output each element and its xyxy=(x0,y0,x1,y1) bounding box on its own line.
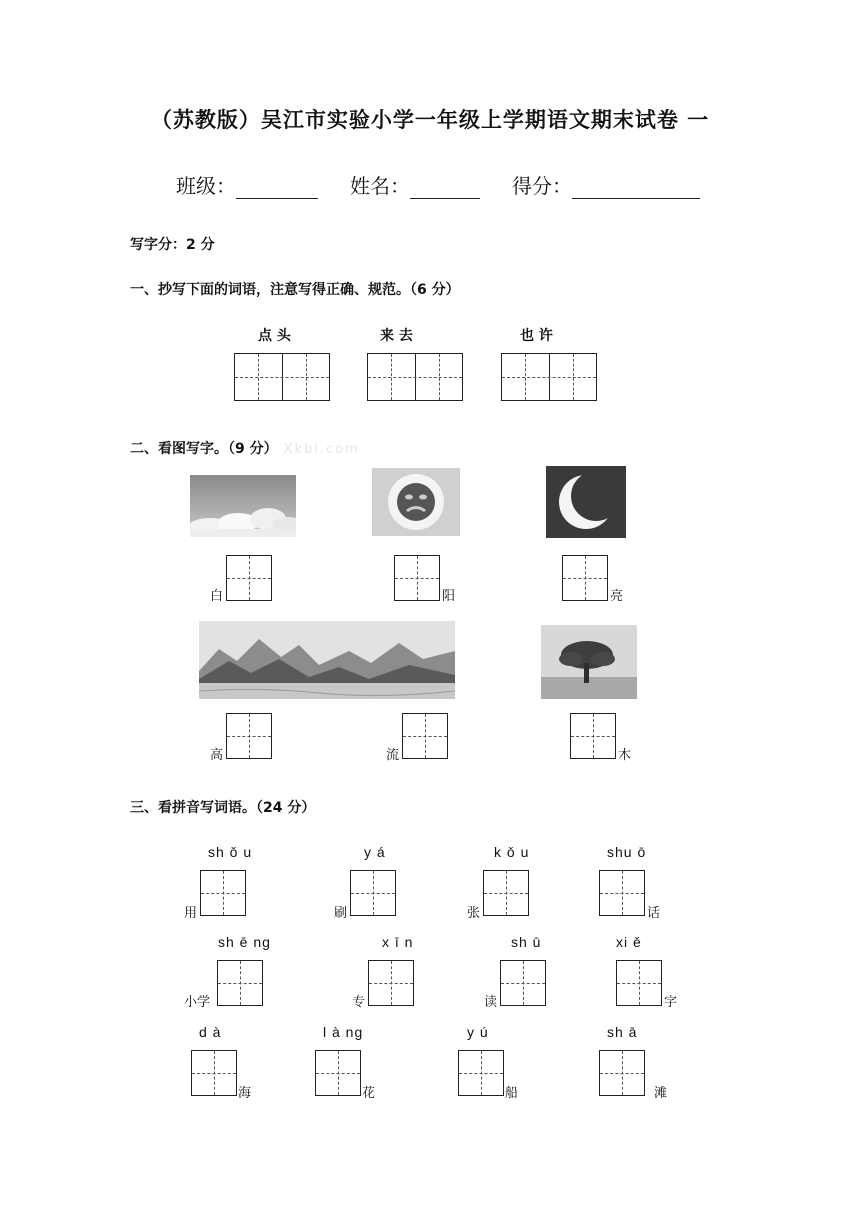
writing-grid[interactable] xyxy=(599,870,645,916)
hint-char: 字 xyxy=(664,995,678,1010)
hint-char: 话 xyxy=(647,906,661,921)
name-label: 姓名： xyxy=(350,174,410,198)
pinyin: y ú xyxy=(467,1024,489,1040)
pinyin: l à ng xyxy=(323,1024,364,1040)
hint-char: 流 xyxy=(386,748,400,763)
hint-char: 滩 xyxy=(654,1086,668,1101)
pinyin: sh ē ng xyxy=(218,934,271,950)
hint-char: 船 xyxy=(505,1086,519,1101)
word-label: 来 去 xyxy=(380,328,413,344)
name-blank[interactable] xyxy=(410,176,480,199)
hint-char: 高 xyxy=(210,748,224,763)
writing-grid[interactable] xyxy=(226,713,272,759)
sun-face-icon xyxy=(372,468,460,536)
double-writing-grid[interactable] xyxy=(501,353,597,401)
page-title: （苏教版）吴江市实验小学一年级上学期语文期末试卷 一 xyxy=(150,108,710,132)
hint-char: 用 xyxy=(184,906,198,921)
hint-char: 木 xyxy=(618,748,632,763)
section-2-title xyxy=(130,438,360,458)
word-label: 也 许 xyxy=(520,328,553,344)
hint-char: 刷 xyxy=(334,906,348,921)
writing-grid[interactable] xyxy=(200,870,246,916)
hint-char: 海 xyxy=(238,1086,252,1101)
tree-icon xyxy=(541,625,637,699)
class-blank[interactable] xyxy=(236,176,318,199)
pinyin: xi ě xyxy=(616,934,642,950)
pinyin: shu ō xyxy=(607,844,647,860)
score-label: 得分： xyxy=(512,174,572,198)
writing-grid[interactable] xyxy=(562,555,608,601)
writing-grid[interactable] xyxy=(368,960,414,1006)
pinyin: sh ā xyxy=(607,1024,638,1040)
pinyin: x ī n xyxy=(382,934,414,950)
score-blank[interactable] xyxy=(572,176,700,199)
writing-grid[interactable] xyxy=(483,870,529,916)
pinyin: d à xyxy=(199,1024,222,1040)
writing-grid[interactable] xyxy=(599,1050,645,1096)
watermark: Xkbl.com xyxy=(283,442,360,457)
pinyin: sh ǒ u xyxy=(208,844,253,860)
writing-grid[interactable] xyxy=(500,960,546,1006)
hint-char: 白 xyxy=(210,589,224,604)
double-writing-grid[interactable] xyxy=(234,353,330,401)
writing-grid[interactable] xyxy=(226,555,272,601)
pinyin: k ǒ u xyxy=(494,844,530,860)
writing-grid[interactable] xyxy=(191,1050,237,1096)
double-writing-grid[interactable] xyxy=(367,353,463,401)
hint-char: 小学 xyxy=(184,995,211,1010)
pinyin: y á xyxy=(364,844,386,860)
mountain-river-icon xyxy=(199,621,455,699)
section-2-title-text: 二、看图写字。（9 分） xyxy=(130,441,278,457)
handwriting-score: 写字分：2 分 xyxy=(130,237,215,253)
class-label: 班级： xyxy=(176,174,236,198)
hint-char: 亮 xyxy=(610,589,624,604)
score-field xyxy=(512,170,700,199)
moon-icon xyxy=(546,466,626,538)
hint-char: 专 xyxy=(352,995,366,1010)
hint-char: 阳 xyxy=(442,589,456,604)
writing-grid[interactable] xyxy=(570,713,616,759)
writing-grid[interactable] xyxy=(616,960,662,1006)
name-field xyxy=(350,170,480,199)
hint-char: 花 xyxy=(362,1086,376,1101)
writing-grid[interactable] xyxy=(402,713,448,759)
writing-grid[interactable] xyxy=(315,1050,361,1096)
section-3-title: 三、看拼音写词语。（24 分） xyxy=(130,800,316,816)
writing-grid[interactable] xyxy=(394,555,440,601)
writing-grid[interactable] xyxy=(350,870,396,916)
cloud-icon xyxy=(190,475,296,537)
hint-char: 张 xyxy=(467,906,481,921)
writing-grid[interactable] xyxy=(458,1050,504,1096)
writing-grid[interactable] xyxy=(217,960,263,1006)
pinyin: sh ū xyxy=(511,934,542,950)
word-label: 点 头 xyxy=(258,328,291,344)
hint-char: 读 xyxy=(484,995,498,1010)
class-field xyxy=(176,170,318,199)
section-1-title: 一、抄写下面的词语，注意写得正确、规范。（6 分） xyxy=(130,282,460,298)
